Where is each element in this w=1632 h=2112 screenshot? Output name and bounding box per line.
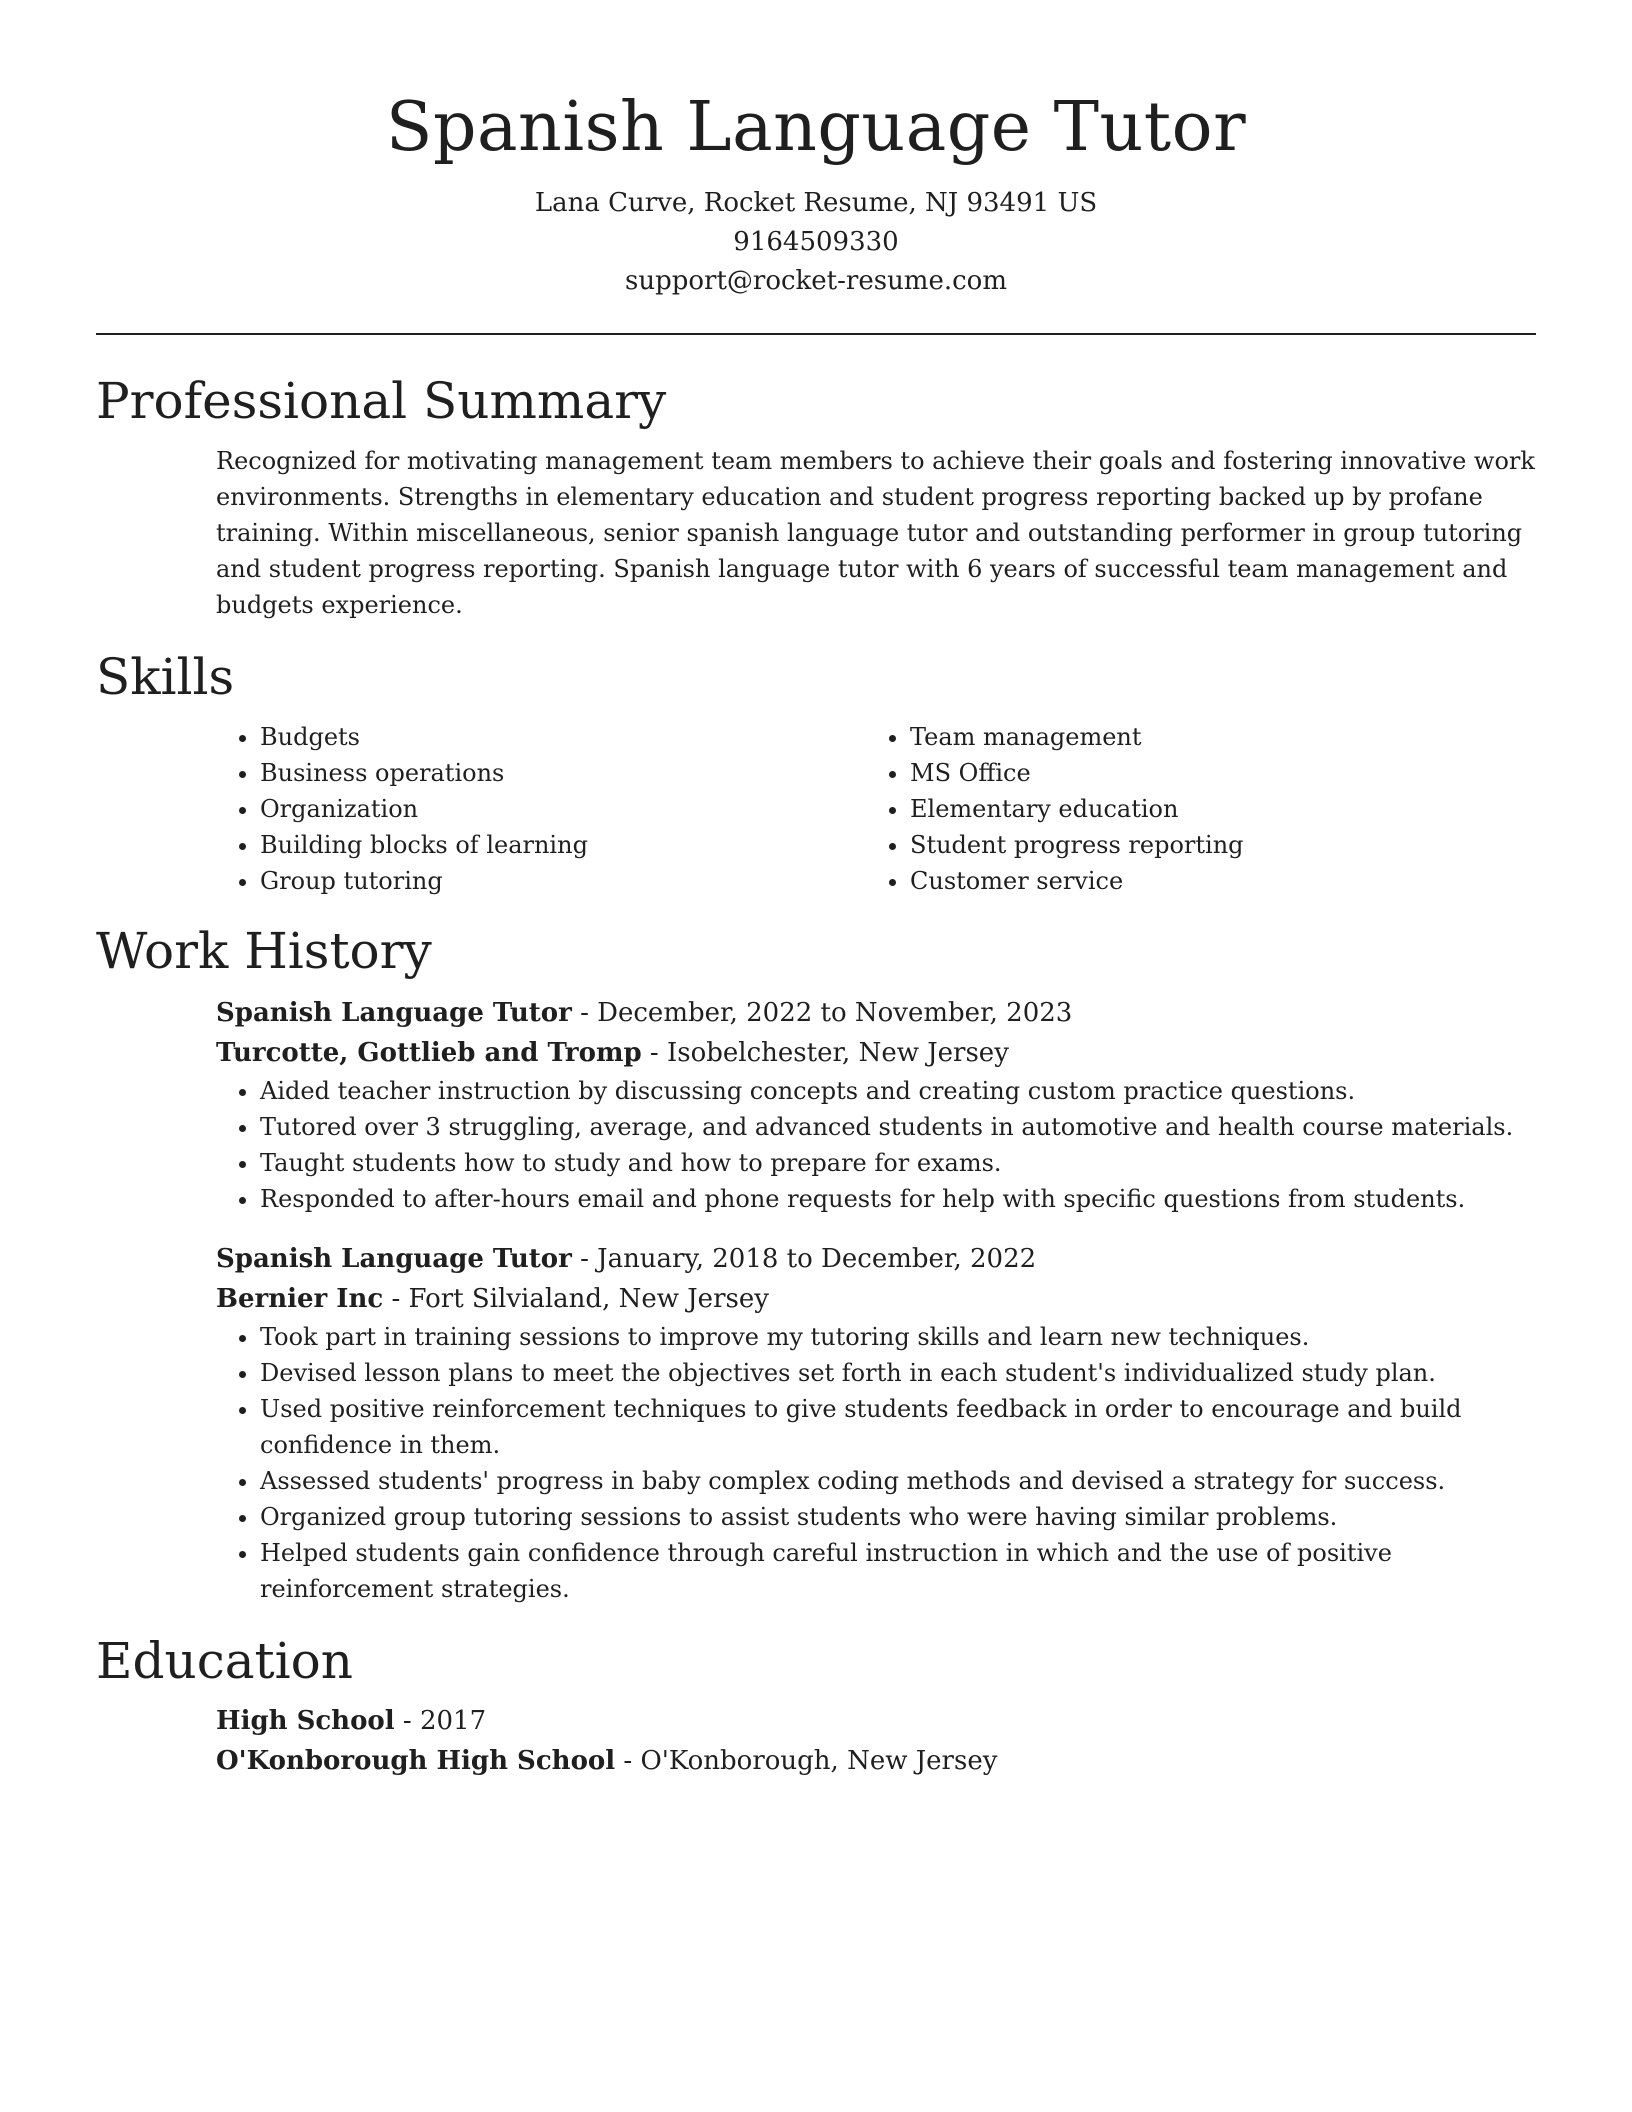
skill-item: • Budgets <box>260 719 866 755</box>
job-bullet: • Aided teacher instruction by discussing concepts and creating custom practice questions. <box>260 1073 1536 1109</box>
job-location: - Fort Silvialand, New Jersey <box>383 1284 769 1314</box>
summary-text: Recognized for motivating management team members to achieve their goals and fostering innovative work environments. Strengths in elementary education and student progress reporting backed up by profane training. Within miscellaneous, senior spanish language tutor and outstanding performer in group tutoring and student progress reporting. Spanish language tutor with 6 years of successful team management and budgets experience. <box>216 447 1535 619</box>
skills-column-left <box>216 719 866 899</box>
skills-grid <box>216 719 1536 899</box>
skill-item: • Group tutoring <box>260 863 866 899</box>
job-bullet: • Devised lesson plans to meet the objectives set forth in each student's individualized study plan. <box>260 1355 1536 1391</box>
job-bullet: • Used positive reinforcement techniques to give students feedback in order to encourage and build confidence in them. <box>260 1391 1536 1463</box>
skills-column-right <box>866 719 1516 899</box>
header-divider <box>96 333 1536 335</box>
education-degree: High School <box>216 1706 395 1736</box>
job-bullet: • Assessed students' progress in baby complex coding methods and devised a strategy for success. <box>260 1463 1536 1499</box>
job-location: - Isobelchester, New Jersey <box>641 1038 1009 1068</box>
skill-item: • Business operations <box>260 755 866 791</box>
job-dates: - December, 2022 to November, 2023 <box>571 998 1073 1028</box>
education-heading: Education <box>96 1632 353 1690</box>
phone-number: 9164509330 <box>733 227 899 257</box>
skill-item: • Elementary education <box>910 791 1516 827</box>
job-company: Turcotte, Gottlieb and Tromp <box>216 1038 642 1068</box>
skill-item: • Organization <box>260 791 866 827</box>
skill-item: • Student progress reporting <box>910 827 1516 863</box>
job-entry <box>216 993 1536 1217</box>
summary-section <box>96 369 1536 623</box>
job-company: Bernier Inc <box>216 1284 384 1314</box>
contact-info <box>96 184 1536 301</box>
job-header <box>216 1239 1536 1319</box>
work-history-section <box>96 919 1536 1607</box>
skill-item: • Customer service <box>910 863 1516 899</box>
job-role: Spanish Language Tutor <box>216 1244 572 1274</box>
skills-heading: Skills <box>96 648 235 706</box>
education-school: O'Konborough High School <box>216 1746 616 1776</box>
job-bullet: • Organized group tutoring sessions to assist students who were having similar problems. <box>260 1499 1536 1535</box>
skill-item: • MS Office <box>910 755 1516 791</box>
job-dates: - January, 2018 to December, 2022 <box>571 1244 1037 1274</box>
candidate-title: Spanish Language Tutor <box>385 88 1247 167</box>
job-bullets <box>216 1073 1536 1217</box>
job-header <box>216 993 1536 1073</box>
job-bullet: • Responded to after-hours email and phone requests for help with specific questions from students. <box>260 1181 1536 1217</box>
job-bullet: • Tutored over 3 struggling, average, and advanced students in automotive and health course materials. <box>260 1109 1536 1145</box>
summary-heading: Professional Summary <box>96 372 667 430</box>
job-bullets <box>216 1319 1536 1607</box>
education-section <box>96 1629 1536 1781</box>
job-bullet: • Helped students gain confidence through careful instruction in which and the use of positive reinforcement strategies. <box>260 1535 1536 1607</box>
skill-item: • Building blocks of learning <box>260 827 866 863</box>
job-role: Spanish Language Tutor <box>216 998 572 1028</box>
work-history-heading: Work History <box>96 922 432 980</box>
email-address: support@rocket-resume.com <box>624 266 1007 296</box>
resume-header <box>96 86 1536 301</box>
skill-item: • Team management <box>910 719 1516 755</box>
skills-section <box>96 645 1536 899</box>
address: Lana Curve, Rocket Resume, NJ 93491 US <box>534 188 1098 218</box>
job-entry <box>216 1239 1536 1607</box>
job-bullet: • Taught students how to study and how to prepare for exams. <box>260 1145 1536 1181</box>
job-bullet: • Took part in training sessions to improve my tutoring skills and learn new techniques. <box>260 1319 1536 1355</box>
education-location: - O'Konborough, New Jersey <box>615 1746 998 1776</box>
education-year: - 2017 <box>394 1706 487 1736</box>
